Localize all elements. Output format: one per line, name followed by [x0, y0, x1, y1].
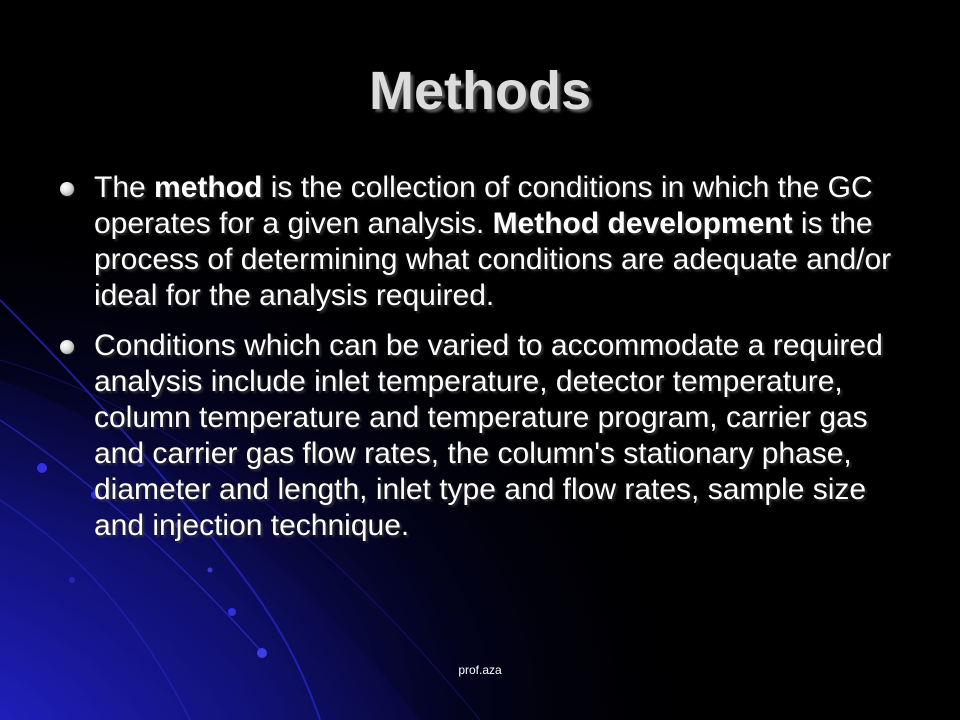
bold-term-method: method [154, 171, 263, 204]
bullet-item-conditions [60, 328, 920, 544]
footer-text: prof.aza [458, 663, 502, 677]
bold-term-method-development: Method development [492, 207, 793, 240]
bullet-item-method-definition [60, 170, 920, 314]
bullet-sphere-icon [60, 182, 74, 196]
bullet-list [60, 170, 920, 558]
bullet-text: Conditions which can be varied to accommodate a required analysis include inlet temperature, detector temperature, column temperature and temperature program, carrier gas and carrier gas flow rates, the column's stationary phase, diameter and length, inlet type and flow rates, sample size and injection technique. [94, 329, 883, 542]
bullet-sphere-icon [60, 340, 74, 354]
bullet-text: The method is the collection of conditions in which the GC operates for a given analysis. Method development is the process of determining what conditions are adequate and/or ideal for the analysis required. [94, 171, 892, 312]
slide-title: Methods [369, 61, 591, 121]
